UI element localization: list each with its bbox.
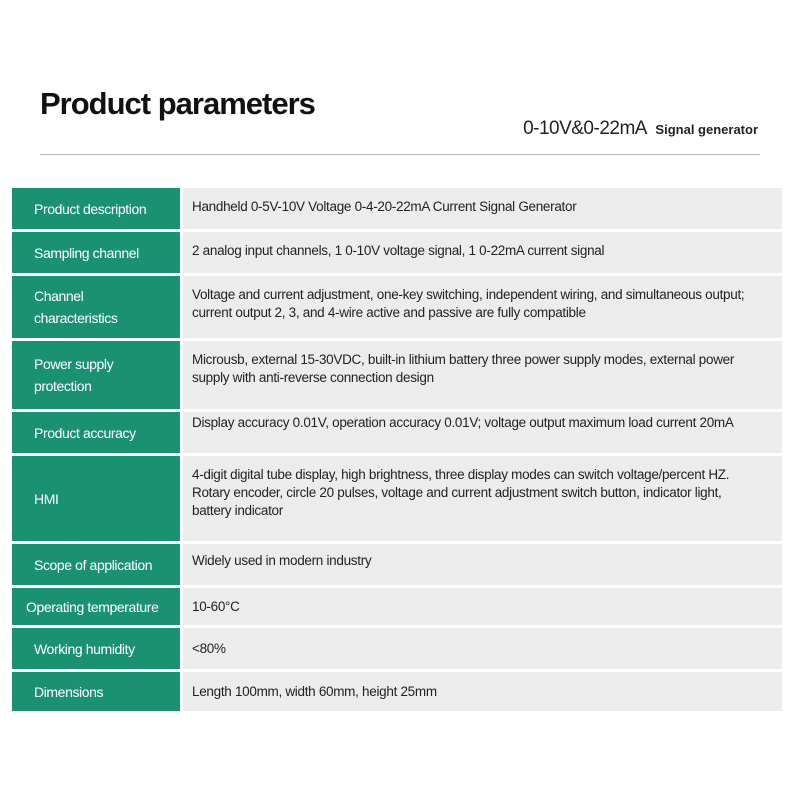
row-label: Power supply protection bbox=[12, 341, 180, 409]
table-row-channel-characteristics bbox=[12, 276, 782, 338]
table-row-product-description bbox=[12, 188, 782, 229]
row-value: Display accuracy 0.01V, operation accuracy 0.01V; voltage output maximum load current 20mA bbox=[183, 412, 782, 453]
subtitle-product-type: Signal generator bbox=[655, 122, 758, 137]
table-row-product-accuracy bbox=[12, 412, 782, 453]
page-title: Product parameters bbox=[40, 86, 315, 121]
row-value: Voltage and current adjustment, one-key switching, independent wiring, and simultaneous output; current output 2, 3, and 4-wire active and passive are fully compatible bbox=[183, 276, 782, 338]
row-value: Microusb, external 15-30VDC, built-in lithium battery three power supply modes, external power supply with anti-reverse connection design bbox=[183, 341, 782, 409]
page-subtitle bbox=[523, 118, 758, 140]
row-label: Operating temperature bbox=[12, 588, 180, 625]
row-label: Dimensions bbox=[12, 672, 180, 711]
row-value: Length 100mm, width 60mm, height 25mm bbox=[183, 672, 782, 711]
table-row-dimensions bbox=[12, 672, 782, 711]
row-value: <80% bbox=[183, 628, 782, 669]
row-value: 4-digit digital tube display, high brightness, three display modes can switch voltage/percent HZ. Rotary encoder, circle 20 pulses, voltage and current adjustment switch button, indicator light, battery indicator bbox=[183, 456, 782, 541]
header-divider bbox=[40, 154, 760, 155]
row-label: Working humidity bbox=[12, 628, 180, 669]
row-label: Channel characteristics bbox=[12, 276, 180, 338]
row-value: Handheld 0-5V-10V Voltage 0-4-20-22mA Current Signal Generator bbox=[183, 188, 782, 229]
table-row-power-supply-protection bbox=[12, 341, 782, 409]
row-value: 2 analog input channels, 1 0-10V voltage signal, 1 0-22mA current signal bbox=[183, 232, 782, 273]
row-label: Product description bbox=[12, 188, 180, 229]
row-value: Widely used in modern industry bbox=[183, 544, 782, 585]
table-row-hmi bbox=[12, 456, 782, 541]
table-row-working-humidity bbox=[12, 628, 782, 669]
row-value: 10-60°C bbox=[183, 588, 782, 625]
parameters-table bbox=[12, 188, 782, 714]
row-label: HMI bbox=[12, 456, 180, 541]
table-row-scope-of-application bbox=[12, 544, 782, 585]
subtitle-range: 0-10V&0-22mA bbox=[523, 118, 647, 139]
row-label: Scope of application bbox=[12, 544, 180, 585]
row-label: Product accuracy bbox=[12, 412, 180, 453]
row-label: Sampling channel bbox=[12, 232, 180, 273]
table-row-sampling-channel bbox=[12, 232, 782, 273]
table-row-operating-temperature bbox=[12, 588, 782, 625]
